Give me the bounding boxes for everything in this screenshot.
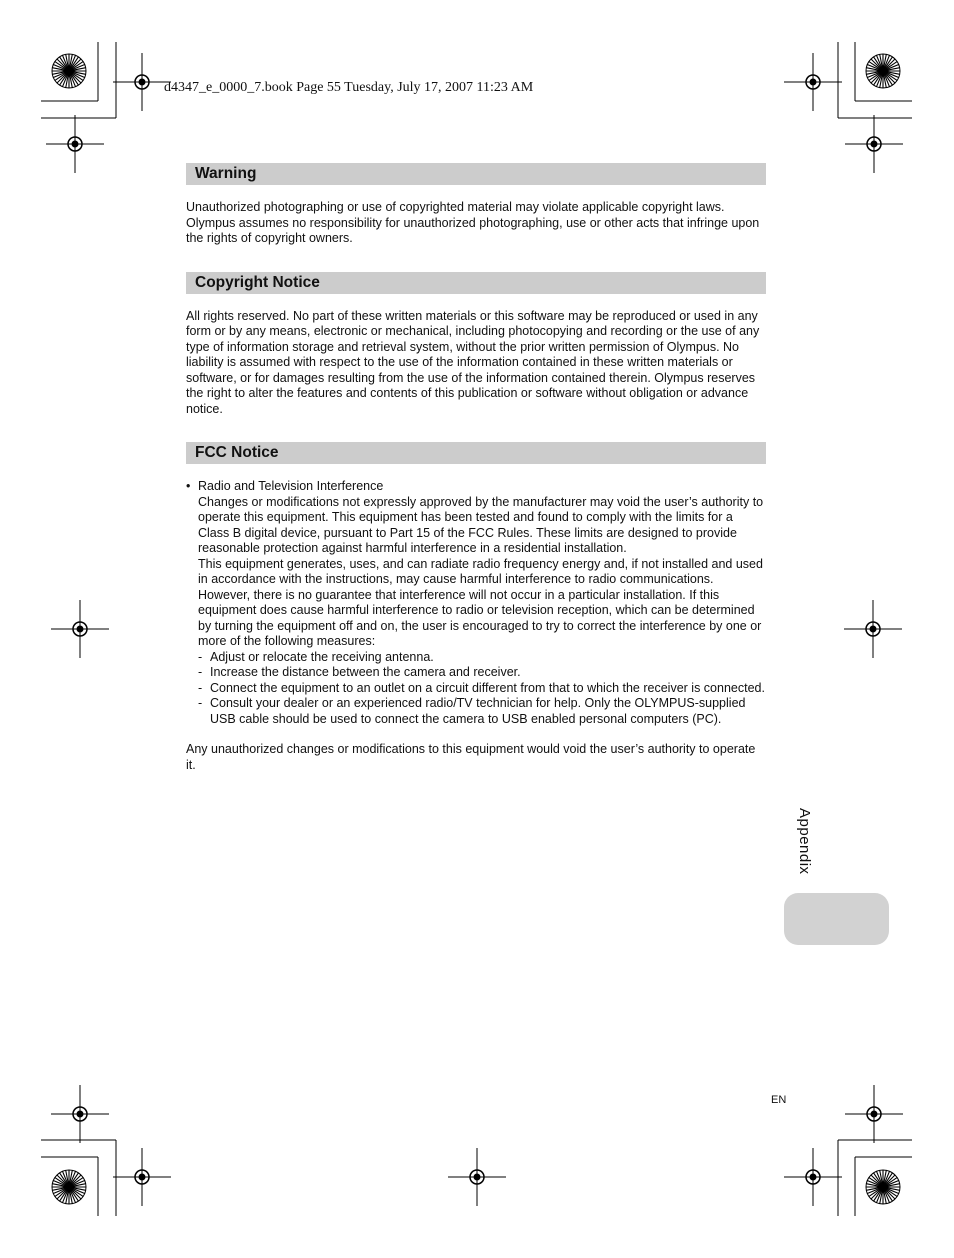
copyright-body: All rights reserved. No part of these written materials or this software may be reproduced or used in any form or by any means, electronic or mechanical, including photocopying and recording or the use of any type of information storage and retrieval system, without the prior written permission of Olympus. No liability is assumed with respect to the use of the information contained in these written materials or software, or for damages resulting from the use of the information contained therein. Olympus reserves the right to alter the features and contents of this publication or software without obligation or advance notice. xyxy=(186,308,760,416)
appendix-thumb-tab xyxy=(784,893,889,945)
book-header-info: d4347_e_0000_7.book Page 55 Tuesday, July 17, 2007 11:23 AM xyxy=(164,80,534,95)
fcc-measure-item xyxy=(198,650,766,666)
dash-marker: - xyxy=(198,696,203,710)
fcc-measure-text: Adjust or relocate the receiving antenna. xyxy=(210,649,434,664)
language-code: EN xyxy=(771,1094,787,1106)
dash-marker: - xyxy=(198,665,203,679)
fcc-paragraph-3: However, there is no guarantee that interference will not occur in a particular installation. If this equipment does cause harmful interference to radio or television reception, which can be determined by turning the equipment off and on, the user is encouraged to try to correct the interference by one or more of the following measures: xyxy=(198,587,762,648)
fcc-bullet-content xyxy=(198,479,766,727)
fcc-heading: FCC Notice xyxy=(186,442,766,464)
fcc-measure-item xyxy=(198,681,766,697)
fcc-paragraph-1: Changes or modifications not expressly approved by the manufacturer may void the user’s authority to operate this equipment. This equipment has been tested and found to comply with the limits for a Class B digital device, pursuant to Part 15 of the FCC Rules. These limits are designed to provide reasonable protection against harmful interference in a residential installation. xyxy=(198,494,764,555)
appendix-side-label: Appendix xyxy=(796,808,813,875)
warning-body: Unauthorized photographing or use of copyrighted material may violate applicable copyright laws. Olympus assumes no responsibility for unauthorized photographing, use or other acts that infringe upon the rights of copyright owners. xyxy=(186,200,760,245)
fcc-final-statement: Any unauthorized changes or modifications to this equipment would void the user’s authority to operate it. xyxy=(186,742,756,772)
warning-heading: Warning xyxy=(186,163,766,185)
dash-marker: - xyxy=(198,680,203,695)
page-content xyxy=(186,163,766,773)
fcc-measure-text: Connect the equipment to an outlet on a circuit different from that to which the receiver is connected. xyxy=(210,680,765,695)
bullet-marker: • xyxy=(186,479,191,493)
dash-marker: - xyxy=(198,649,203,664)
fcc-measure-text: Consult your dealer or an experienced radio/TV technician for help. Only the OLYMPUS-supplied USB cable should be used to connect the camera to USB enabled personal computers (PC). xyxy=(210,696,746,726)
fcc-measure-item xyxy=(198,696,766,727)
fcc-notice-list xyxy=(186,479,766,727)
copyright-heading: Copyright Notice xyxy=(186,272,766,294)
fcc-measure-item xyxy=(198,665,766,681)
fcc-bullet-title: Radio and Television Interference xyxy=(198,479,384,493)
fcc-measure-text: Increase the distance between the camera and receiver. xyxy=(210,665,521,679)
fcc-bullet-item xyxy=(186,479,766,727)
fcc-paragraph-2: This equipment generates, uses, and can radiate radio frequency energy and, if not installed and used in accordance with the instructions, may cause harmful interference to radio communications. xyxy=(198,556,763,586)
